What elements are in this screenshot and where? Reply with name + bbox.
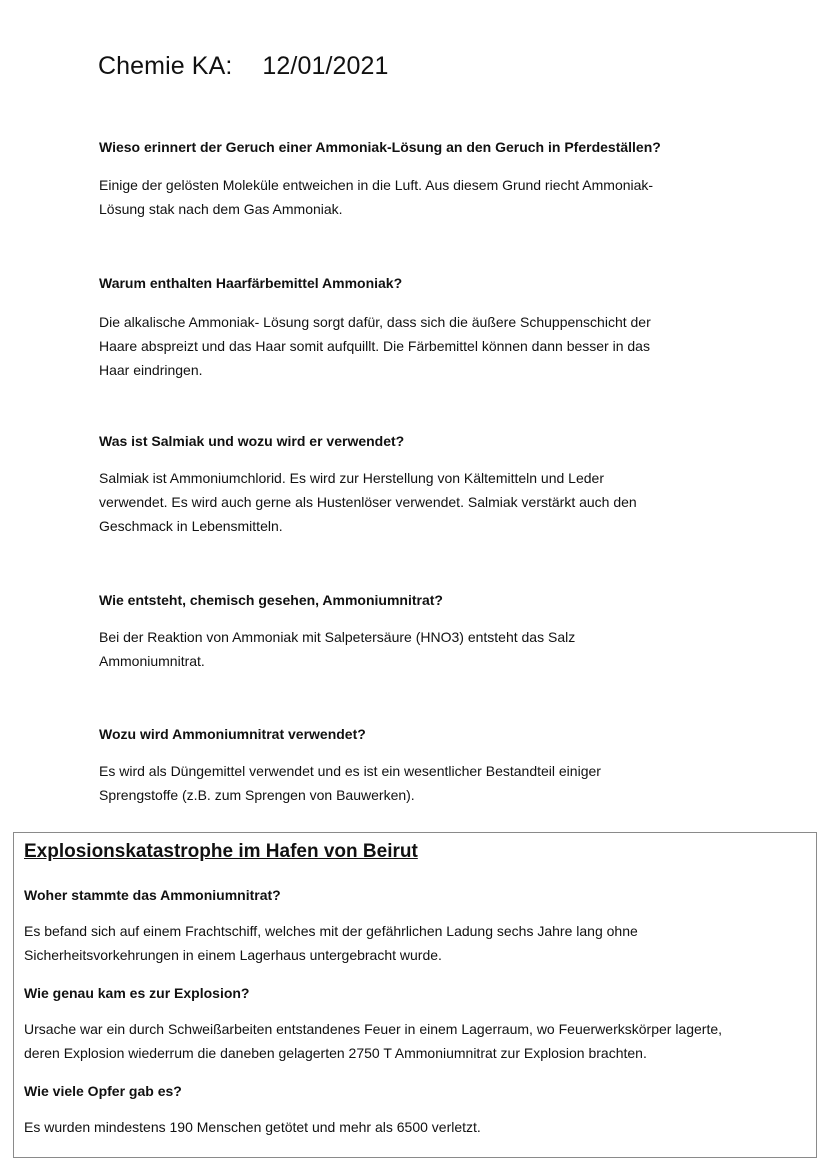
qa-section bbox=[99, 431, 739, 538]
box-title: Explosionskatastrophe im Hafen von Beirut bbox=[24, 841, 418, 862]
answer-line: Geschmack in Lebensmitteln. bbox=[99, 518, 283, 534]
answer-line: Es befand sich auf einem Frachtschiff, welches mit der gefährlichen Ladung sechs Jahre lang ohne bbox=[24, 923, 638, 939]
qa-section bbox=[99, 590, 739, 673]
beirut-box bbox=[13, 832, 817, 1158]
answer-line: Haar eindringen. bbox=[99, 362, 203, 378]
answer-line: Es wird als Düngemittel verwendet und es ist ein wesentlicher Bestandteil einiger bbox=[99, 763, 601, 779]
qa-section bbox=[99, 273, 739, 382]
answer-line: deren Explosion wiederrum die daneben gelagerten 2750 T Ammoniumnitrat zur Explosion brachten. bbox=[24, 1045, 647, 1061]
answer-line: verwendet. Es wird auch gerne als Hustenlöser verwendet. Salmiak verstärkt auch den bbox=[99, 494, 637, 510]
answer-line: Bei der Reaktion von Ammoniak mit Salpetersäure (HNO3) entsteht das Salz bbox=[99, 629, 576, 645]
answer-line: Lösung stak nach dem Gas Ammoniak. bbox=[99, 201, 343, 217]
question: Warum enthalten Haarfärbemittel Ammoniak? bbox=[99, 275, 403, 291]
answer-line: Sprengstoffe (z.B. zum Sprengen von Bauwerken). bbox=[99, 787, 415, 803]
qa-section bbox=[24, 983, 814, 1065]
exam-date: 12/01/2021 bbox=[262, 52, 389, 80]
answer-line: Die alkalische Ammoniak- Lösung sorgt dafür, dass sich die äußere Schuppenschicht der bbox=[99, 314, 651, 330]
question: Wie viele Opfer gab es? bbox=[24, 1083, 182, 1099]
question: Wie entsteht, chemisch gesehen, Ammoniumnitrat? bbox=[99, 592, 443, 608]
qa-section bbox=[24, 885, 814, 967]
answer-line: Es wurden mindestens 190 Menschen getötet und mehr als 6500 verletzt. bbox=[24, 1119, 481, 1135]
qa-section bbox=[99, 137, 739, 221]
question: Wieso erinnert der Geruch einer Ammoniak-Lösung an den Geruch in Pferdeställen? bbox=[99, 139, 661, 155]
qa-section bbox=[24, 1081, 814, 1139]
qa-section bbox=[99, 724, 739, 807]
question: Wozu wird Ammoniumnitrat verwendet? bbox=[99, 726, 366, 742]
answer-line: Haare abspreizt und das Haar somit aufquillt. Die Färbemittel können dann besser in das bbox=[99, 338, 650, 354]
answer-line: Ursache war ein durch Schweißarbeiten entstandenes Feuer in einem Lagerraum, wo Feuerwerkskörper lagerte, bbox=[24, 1021, 723, 1037]
answer-line: Salmiak ist Ammoniumchlorid. Es wird zur Herstellung von Kältemitteln und Leder bbox=[99, 470, 604, 486]
question: Woher stammte das Ammoniumnitrat? bbox=[24, 887, 281, 903]
question: Wie genau kam es zur Explosion? bbox=[24, 985, 250, 1001]
answer-line: Einige der gelösten Moleküle entweichen in die Luft. Aus diesem Grund riecht Ammoniak- bbox=[99, 177, 654, 193]
answer-line: Sicherheitsvorkehrungen in einem Lagerhaus untergebracht wurde. bbox=[24, 947, 442, 963]
question: Was ist Salmiak und wozu wird er verwendet? bbox=[99, 433, 405, 449]
page-title bbox=[98, 52, 389, 81]
answer-line: Ammoniumnitrat. bbox=[99, 653, 205, 669]
exam-subject: Chemie KA: bbox=[98, 52, 233, 80]
